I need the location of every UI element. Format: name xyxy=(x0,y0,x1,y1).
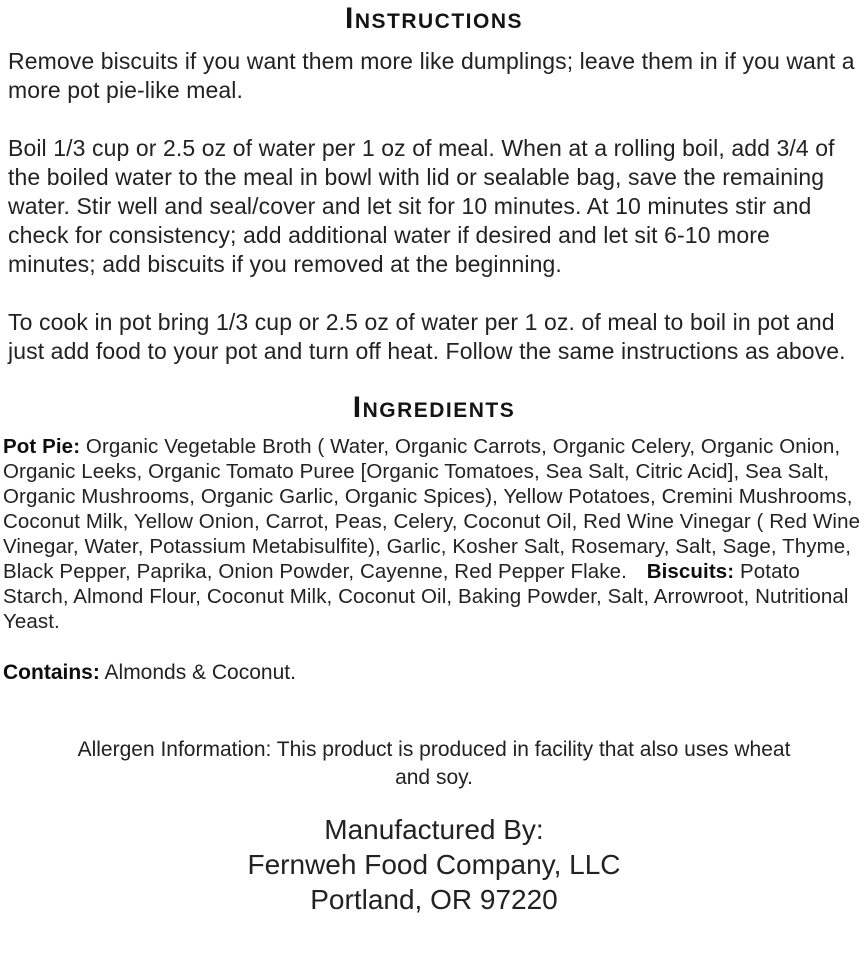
instructions-paragraph-1: Remove biscuits if you want them more like dumplings; leave them in if you want a more pot pie-like meal. xyxy=(8,48,855,103)
manufacturer-name: Fernweh Food Company, LLC xyxy=(247,849,621,880)
biscuits-ingredients: Potato Starch, Almond Flour, Coconut Milk, Coconut Oil, Baking Powder, Salt, Arrowroot, Nutritional Yeast. xyxy=(3,560,849,633)
biscuits-label: Biscuits: xyxy=(646,560,735,583)
contains-label: Contains: xyxy=(3,661,100,684)
pot-pie-label: Pot Pie: xyxy=(3,435,81,458)
instructions-paragraph-2: Boil 1/3 cup or 2.5 oz of water per 1 oz of meal. When at a rolling boil, add 3/4 of the boiled water to the meal in bowl with lid or sealable bag, save the remaining water. Stir well and seal/cover and let sit for 10 minutes. At 10 minutes stir and check for consistency; add additional water if desired and let sit 6-10 more minutes; add biscuits if you removed at the beginning. xyxy=(8,135,835,277)
contains-statement xyxy=(3,660,864,686)
pot-pie-ingredients: Organic Vegetable Broth ( Water, Organic Carrots, Organic Celery, Organic Onion, Organic Leeks, Organic Tomato Puree [Organic Tomatoes, Sea Salt, Citric Acid], Sea Salt, Organic Mushrooms, Organic Garlic, Organic Spices), Yellow Potatoes, Cremini Mushrooms, Coconut Milk, Yellow Onion, Carrot, Peas, Celery, Coconut Oil, Red Wine Vinegar ( Red Wine Vinegar, Water, Potassium Metabisulfite), Garlic, Kosher Salt, Rosemary, Salt, Sage, Thyme, Black Pepper, Paprika, Onion Powder, Cayenne, Red Pepper Flake. xyxy=(3,435,861,583)
instructions-heading: Instructions xyxy=(344,2,523,35)
ingredients-heading: Ingredients xyxy=(352,391,516,424)
manufacturer-location: Portland, OR 97220 xyxy=(310,884,558,915)
manufactured-by-line: Manufactured By: xyxy=(324,814,544,845)
instructions-paragraph-3: To cook in pot bring 1/3 cup or 2.5 oz of water per 1 oz. of meal to boil in pot and just add food to your pot and turn off heat. Follow the same instructions as above. xyxy=(8,309,846,364)
contains-text: Almonds & Coconut. xyxy=(104,661,296,684)
manufacturer-block xyxy=(0,812,868,917)
allergen-information: Allergen Information: This product is produced in facility that also uses wheat and soy. xyxy=(77,738,791,789)
ingredients-text xyxy=(3,434,864,634)
